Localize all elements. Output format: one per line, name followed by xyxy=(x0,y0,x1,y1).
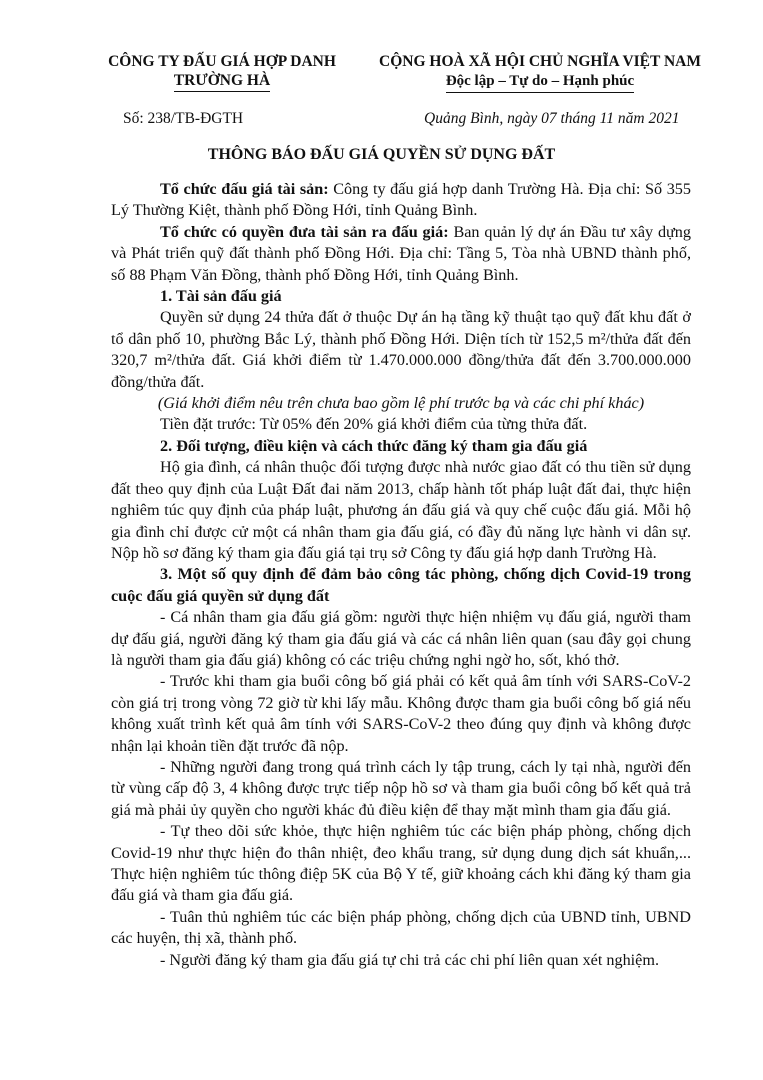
organization-name xyxy=(92,52,352,92)
document-header xyxy=(0,52,763,96)
asset-owner-paragraph xyxy=(111,222,691,286)
document-title: THÔNG BÁO ĐẤU GIÁ QUYỀN SỬ DỤNG ĐẤT xyxy=(207,146,556,163)
section-3-item: - Những người đang trong quá trình cách ly tập trung, cách ly tại nhà, người đến từ vùng cấp độ 3, 4 không được trực tiếp nộp hồ sơ và tham gia buổi công bố kết quả trả giá mà phải ủy quyền cho người khác đủ điều kiện để thay mặt mình tham gia đấu giá. xyxy=(111,757,691,819)
section-3-item: - Cá nhân tham gia đấu giá gồm: người thực hiện nhiệm vụ đấu giá, người tham dự đấu giá, người đăng ký tham gia đấu giá và các cá nhân liên quan (sau đây gọi chung là người tham gia đấu giá) không có các triệu chứng nghi ngờ ho, sốt, khó thở. xyxy=(111,608,691,669)
section-1-paragraph: Quyền sử dụng 24 thửa đất ở thuộc Dự án hạ tầng kỹ thuật tạo quỹ đất khu đất ở tổ dân phố 10, phường Bắc Lý, thành phố Đồng Hới. Diện tích từ 152,5 m²/thửa đất đến 320,7 m²/thửa đất. Giá khởi điểm từ 1.470.000.000 đồng/thửa đất đến 3.700.000.000 đồng/thửa đất. xyxy=(111,308,691,391)
asset-owner-label: Tổ chức có quyền đưa tài sản ra đấu giá: xyxy=(160,222,449,241)
document-number: Số: 238/TB-ĐGTH xyxy=(123,110,244,127)
section-3-heading: 3. Một số quy định để đảm bảo công tác phòng, chống dịch Covid-19 trong cuộc đấu giá quyền sử dụng đất xyxy=(111,565,691,605)
auction-organization-paragraph xyxy=(111,179,691,222)
organization-line-2: TRƯỜNG HÀ xyxy=(174,71,270,92)
section-3-item: - Tuân thủ nghiêm túc các biện pháp phòng, chống dịch của UBND tỉnh, UBND các huyện, thị xã, thành phố. xyxy=(111,907,691,948)
national-motto: Độc lập – Tự do – Hạnh phúc xyxy=(446,72,634,93)
place-date: Quảng Bình, ngày 07 tháng 11 năm 2021 xyxy=(424,110,680,127)
section-2-paragraph: Hộ gia đình, cá nhân thuộc đối tượng được nhà nước giao đất có thu tiền sử dụng đất theo quy định của Luật Đất đai năm 2013, chấp hành tốt pháp luật đất đai, thực hiện nghiêm túc quy định của pháp luật, phương án đấu giá và quy chế cuộc đấu giá. Mỗi hộ gia đình chỉ được cử một cá nhân tham gia đấu giá, có đầy đủ năng lực hành vi dân sự. Nộp hồ sơ đăng ký tham gia đấu giá tại trụ sở Công ty đấu giá hợp danh Trường Hà. xyxy=(111,458,691,562)
asset-owner-text: Ban quản lý dự án Đầu tư xây dựng và Phát triển quỹ đất thành phố Đồng Hới. Địa chỉ: Tầng 5, Tòa nhà UBND thành phố, số 88 Phạm Văn Đồng, thành phố Đồng Hới, tỉnh Quảng Bình. xyxy=(111,222,691,284)
section-3-item: - Trước khi tham gia buổi công bố giá phải có kết quả âm tính với SARS-CoV-2 còn giá trị trong vòng 72 giờ từ khi lấy mẫu. Không được tham gia buổi công bố giá nếu không xuất trình kết quả âm tính với SARS-CoV-2 theo đúng quy định và không được nhận lại khoản tiền đặt trước đã nộp. xyxy=(111,672,691,755)
section-1-note: (Giá khởi điểm nêu trên chưa bao gồm lệ phí trước bạ và các chi phí khác) xyxy=(157,394,645,413)
section-2-heading: 2. Đối tượng, điều kiện và cách thức đăng ký tham gia đấu giá xyxy=(160,436,588,455)
section-3-item: - Người đăng ký tham gia đấu giá tự chi trả các chi phí liên quan xét nghiệm. xyxy=(160,950,659,969)
section-1-heading: 1. Tài sản đấu giá xyxy=(160,287,282,306)
national-title: CỘNG HOÀ XÃ HỘI CHỦ NGHĨA VIỆT NAM xyxy=(379,53,701,70)
section-3-item: - Tự theo dõi sức khỏe, thực hiện nghiêm túc các biện pháp phòng, chống dịch Covid-19 như thực hiện đo thân nhiệt, đeo khẩu trang, sử dụng dung dịch sát khuẩn,... Thực hiện nghiêm túc thông điệp 5K của Bộ Y tế, giữ khoảng cách khi đăng ký tham gia đấu giá và tham gia đấu giá. xyxy=(111,822,691,905)
organization-line-1: CÔNG TY ĐẤU GIÁ HỢP DANH xyxy=(108,53,336,70)
auction-organization-text: Công ty đấu giá hợp danh Trường Hà. Địa chỉ: Số 355 Lý Thường Kiệt, thành phố Đồng Hới, tỉnh Quảng Bình. xyxy=(111,180,691,220)
auction-organization-label: Tổ chức đấu giá tài sản: xyxy=(160,180,329,198)
document-body xyxy=(111,179,691,971)
national-heading xyxy=(350,52,730,93)
section-1-deposit: Tiền đặt trước: Từ 05% đến 20% giá khởi điểm của từng thửa đất. xyxy=(160,415,588,434)
